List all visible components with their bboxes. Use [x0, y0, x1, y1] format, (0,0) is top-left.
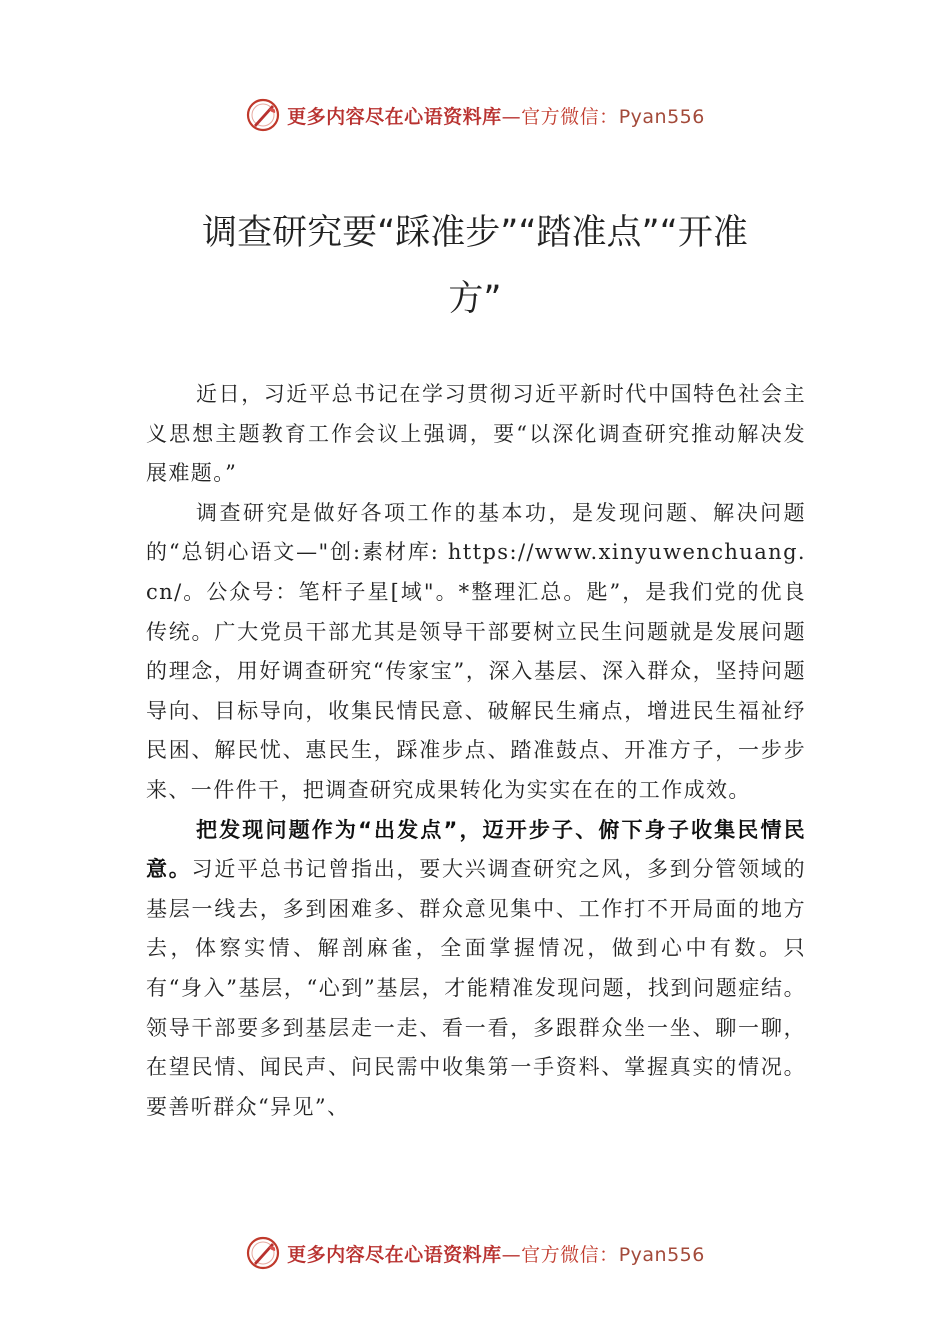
paragraph-3-heading: 把发现问题作为“出发点”，迈开步子、俯下身子收集民情民意。 [146, 817, 806, 882]
quill-seal-icon [245, 1235, 281, 1271]
document-body [146, 375, 806, 1127]
paragraph-2: 调查研究是做好各项工作的基本功，是发现问题、解决问题的“总钥心语文—"创:素材库: https://www.xinyuwenchuang.cn/。公众号：笔杆子星[域"。*整理汇总。匙”，是我们党的优良传统。广大党员干部尤其是领导干部要树立民生问题就是发展问题的理念，用好调查研究“传家宝”，深入基层、深入群众，坚持问题导向、目标导向，收集民情民意、破解民生痛点，增进民生福祉纾民困、解民忧、惠民生，踩准步点、踏准鼓点、开准方子，一步步来、一件件干，把调查研究成果转化为实实在在的工作成效。 [146, 500, 806, 802]
paragraph-3 [146, 811, 806, 1128]
document-title [140, 200, 810, 332]
title-line-1: 调查研究要“踩准步”“踏准点”“开准 [202, 213, 748, 253]
watermark-banner-top [0, 95, 950, 135]
watermark-text: 更多内容尽在心语资料库—官方微信：Pyan556 [287, 105, 705, 128]
quill-seal-icon [245, 97, 281, 133]
watermark-text: 更多内容尽在心语资料库—官方微信：Pyan556 [287, 1243, 705, 1266]
paragraph-1: 近日，习近平总书记在学习贯彻习近平新时代中国特色社会主义思想主题教育工作会议上强调，要“以深化调查研究推动解决发展难题。” [146, 382, 806, 486]
paragraph-3-text: 习近平总书记曾指出，要大兴调查研究之风，多到分管领域的基层一线去，多到困难多、群众意见集中、工作打不开局面的地方去，体察实情、解剖麻雀，全面掌握情况，做到心中有数。只有“身入”基层，“心到”基层，才能精准发现问题，找到问题症结。领导干部要多到基层走一走、看一看，多跟群众坐一坐、聊一聊，在望民情、闻民声、问民需中收集第一手资料、掌握真实的情况。要善听群众“异见”、 [146, 857, 806, 1119]
watermark-banner-bottom [0, 1233, 950, 1273]
title-line-2: 方” [448, 279, 502, 319]
